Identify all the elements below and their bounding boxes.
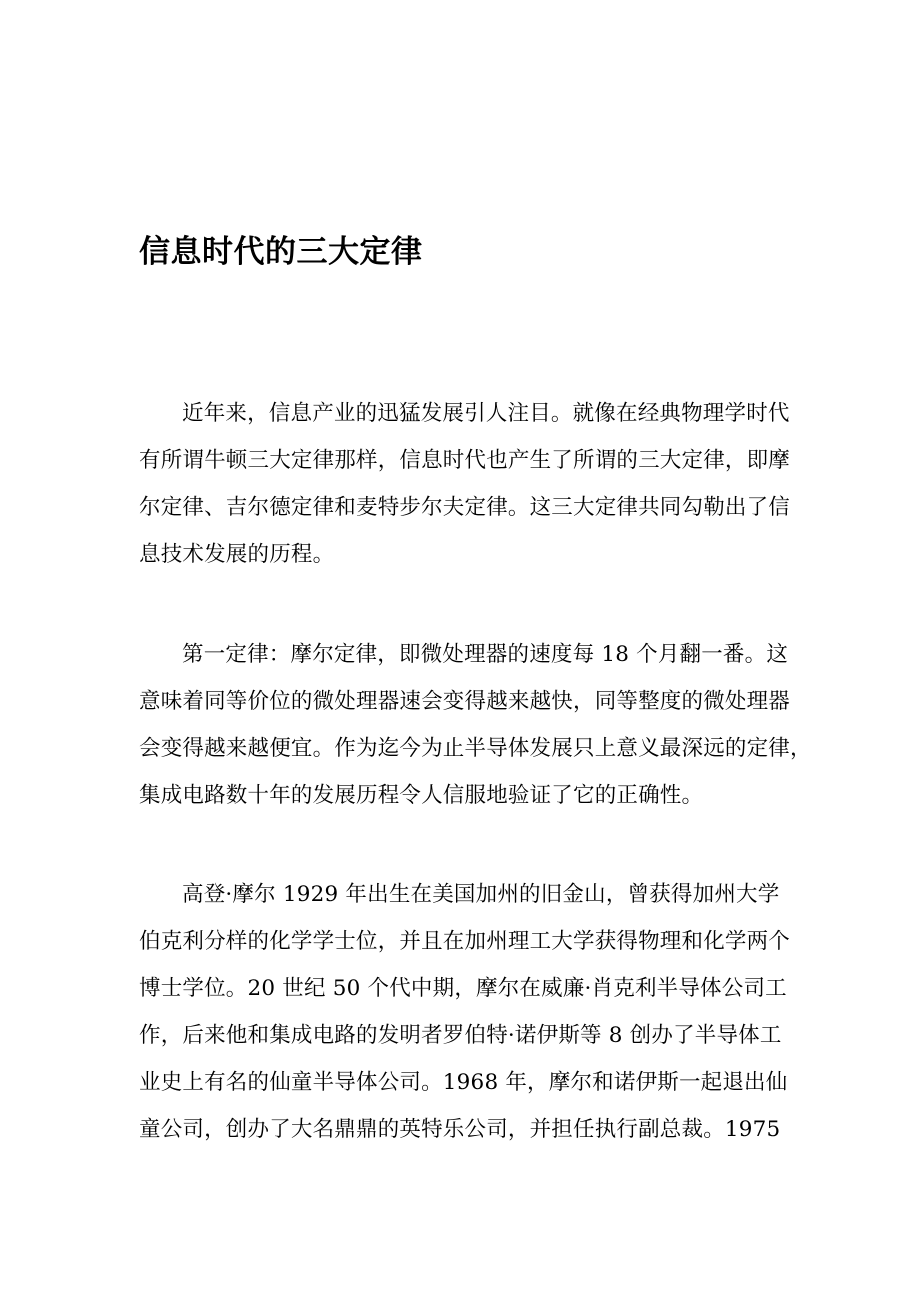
document-title: 信息时代的三大定律	[139, 234, 423, 270]
paragraph-line: 业史上有名的仙童半导体公司。1968 年，摩尔和诺伊斯一起退出仙	[139, 1070, 788, 1095]
paragraph-line: 意味着同等价位的微处理器速会变得越来越快，同等整度的微处理器	[139, 689, 791, 714]
paragraph-line: 集成电路数十年的发展历程令人信服地验证了它的正确性。	[139, 783, 704, 808]
paragraph-line: 作，后来他和集成电路的发明者罗伯特·诺伊斯等 8 创办了半导体工	[139, 1023, 782, 1048]
paragraph-line: 博士学位。20 世纪 50 个代中期，摩尔在威廉·肖克利半导体公司工	[139, 976, 787, 1001]
paragraph-line: 高登·摩尔 1929 年出生在美国加州的旧金山，曾获得加州大学	[182, 882, 780, 907]
paragraph-line: 伯克利分样的化学学士位，并且在加州理工大学获得物理和化学两个	[139, 929, 791, 954]
paragraph-line: 有所谓牛顿三大定律那样，信息时代也产生了所谓的三大定律，即摩	[139, 448, 791, 473]
paragraph-line: 息技术发展的历程。	[139, 542, 335, 567]
paragraph-line: 童公司，创办了大名鼎鼎的英特乐公司，并担任执行副总裁。1975	[139, 1117, 781, 1142]
paragraph-line: 会变得越来越便宜。作为迄今为止半导体发展只上意义最深远的定律，	[139, 736, 812, 761]
paragraph-line: 尔定律、吉尔德定律和麦特步尔夫定律。这三大定律共同勾勒出了信	[139, 495, 791, 520]
paragraph-line: 第一定律：摩尔定律，即微处理器的速度每 18 个月翻一番。这	[182, 642, 789, 667]
paragraph-line: 近年来，信息产业的迅猛发展引人注目。就像在经典物理学时代	[182, 401, 790, 426]
